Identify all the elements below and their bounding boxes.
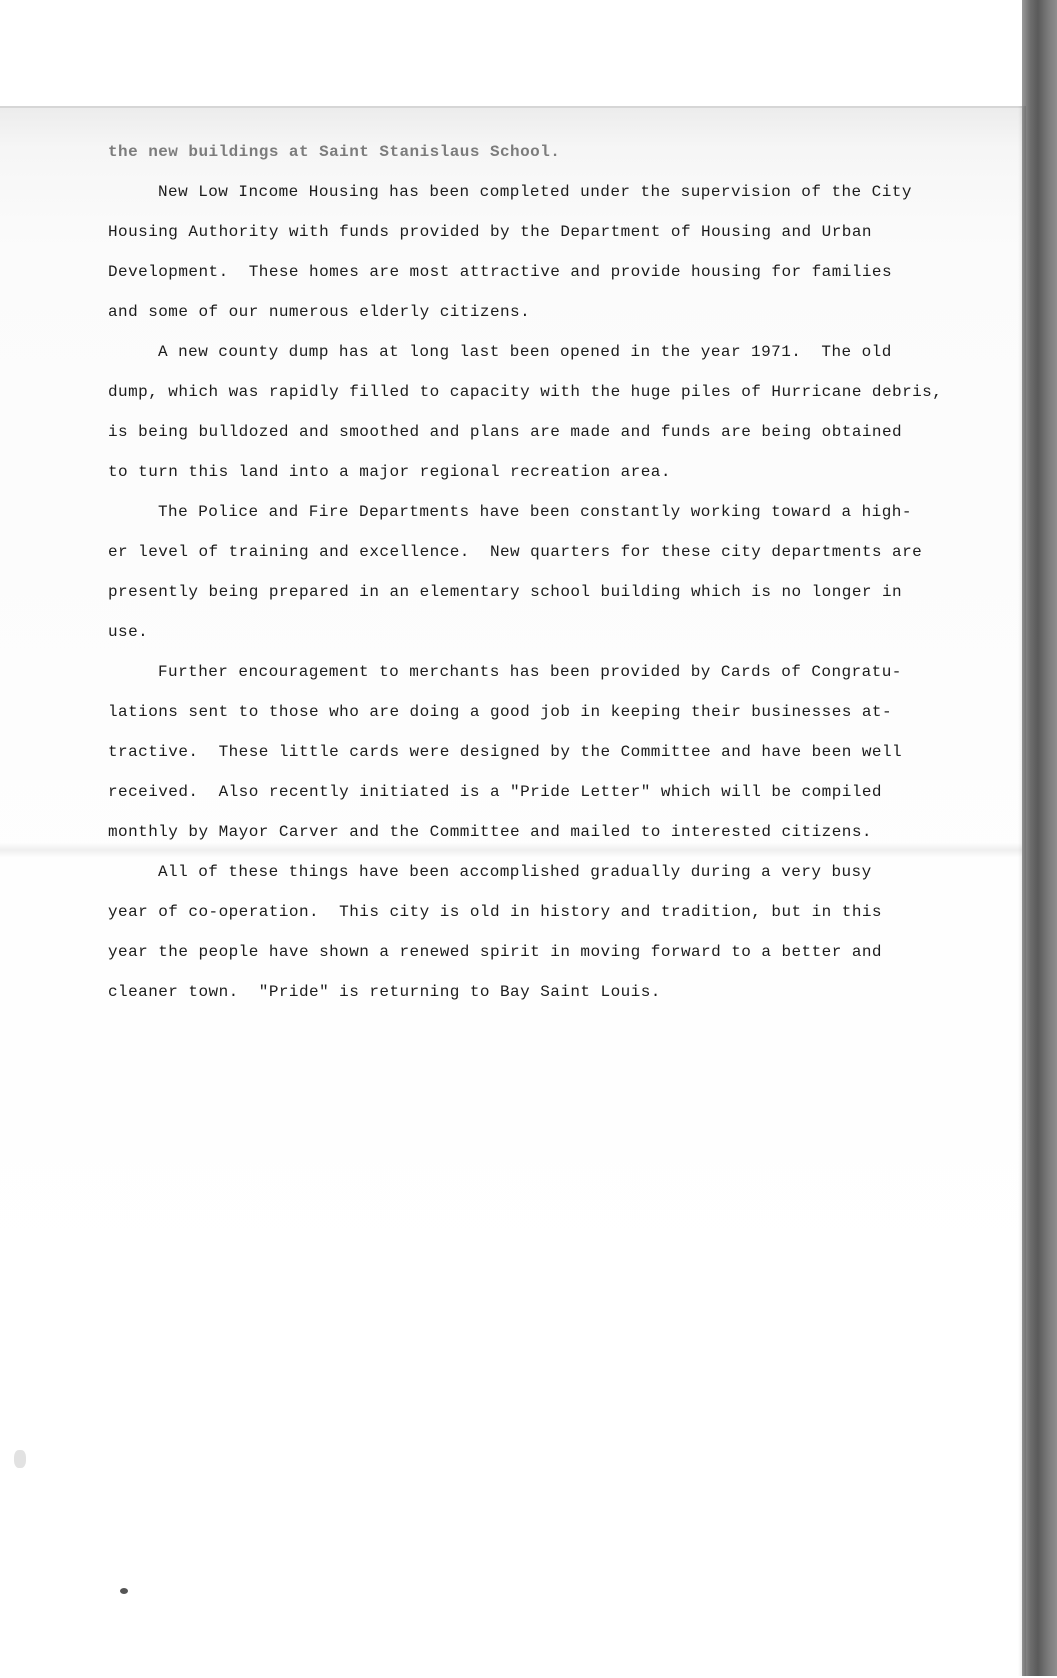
text-line: is being bulldozed and smoothed and plans are made and funds are being obtained [108, 423, 903, 441]
text-line: tractive. These little cards were designed by the Committee and have been well [108, 743, 903, 761]
text-line: cleaner town. "Pride" is returning to Bay Saint Louis. [108, 983, 661, 1001]
text-line: lations sent to those who are doing a good job in keeping their businesses at- [108, 703, 893, 721]
text-line: year of co-operation. This city is old in history and tradition, but in this [108, 903, 882, 921]
text-line: Housing Authority with funds provided by the Department of Housing and Urban [108, 223, 872, 241]
text-line: dump, which was rapidly filled to capacity with the huge piles of Hurricane debris, [108, 383, 943, 401]
typed-text-body [108, 132, 948, 1012]
text-line: Further encouragement to merchants has been provided by Cards of Congratu- [158, 663, 902, 681]
text-line: received. Also recently initiated is a "Pride Letter" which will be compiled [108, 783, 882, 801]
text-line: All of these things have been accomplished gradually during a very busy [158, 863, 872, 881]
text-line: year the people have shown a renewed spirit in moving forward to a better and [108, 943, 882, 961]
text-line: presently being prepared in an elementary school building which is no longer in [108, 583, 903, 601]
text-line: er level of training and excellence. New quarters for these city departments are [108, 543, 923, 561]
scanner-edge [1022, 0, 1057, 1676]
page-shadow [1018, 106, 1026, 1676]
text-line: The Police and Fire Departments have been constantly working toward a high- [158, 503, 912, 521]
text-line: to turn this land into a major regional recreation area. [108, 463, 671, 481]
ink-speck [120, 1588, 128, 1594]
text-line: the new buildings at Saint Stanislaus School. [108, 143, 561, 161]
text-line: Development. These homes are most attractive and provide housing for families [108, 263, 893, 281]
paper-smudge [14, 1450, 26, 1468]
text-line: monthly by Mayor Carver and the Committee and mailed to interested citizens. [108, 823, 872, 841]
text-line: use. [108, 623, 149, 641]
text-line: and some of our numerous elderly citizens. [108, 303, 531, 321]
text-line: New Low Income Housing has been completed under the supervision of the City [158, 183, 912, 201]
text-line: A new county dump has at long last been opened in the year 1971. The old [158, 343, 892, 361]
scan-background [0, 0, 1030, 108]
